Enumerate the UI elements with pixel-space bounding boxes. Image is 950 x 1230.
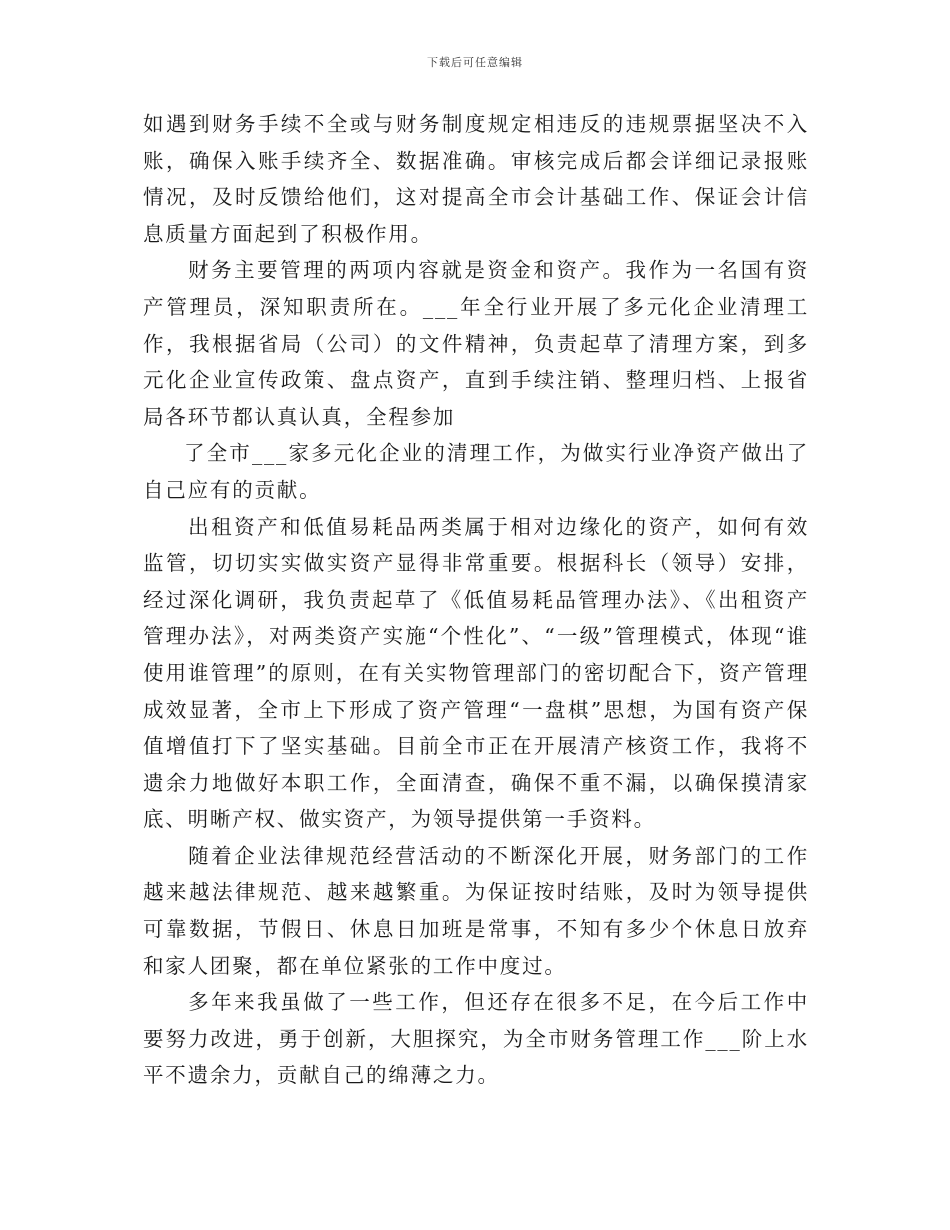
header-note: 下载后可任意编辑: [427, 56, 523, 69]
paragraph-1: 如遇到财务手续不全或与财务制度规定相违反的违规票据坚决不入账，确保入账手续齐全、数据准确。审核完成后都会详细记录报账情况，及时反馈给他们，这对提高全市会计基础工作、保证会计信息质量方面起到了积极作用。: [143, 112, 809, 246]
paragraph-6: 多年来我虽做了一些工作，但还存在很多不足，在今后工作中要努力改进，勇于创新，大胆探究，为全市财务管理工作___阶上水平不遗余力，贡献自己的绵薄之力。: [143, 990, 809, 1088]
paragraph-4: 出租资产和低值易耗品两类属于相对边缘化的资产，如何有效监管，切切实实做实资产显得非常重要。根据科长（领导）安排，经过深化调研，我负责起草了《低值易耗品管理办法》、《出租资产管理办法》，对两类资产实施“个性化”、“一级”管理模式，体现“谁使用谁管理”的原则，在有关实物管理部门的密切配合下，资产管理成效显著，全市上下形成了资产管理“一盘棋”思想，为国有资产保值增值打下了坚实基础。目前全市正在开展清产核资工作，我将不遗余力地做好本职工作，全面清查，确保不重不漏，以确保摸清家底、明晰产权、做实资产，为领导提供第一手资料。: [143, 514, 809, 832]
paragraph-5: 随着企业法律规范经营活动的不断深化开展，财务部门的工作越来越法律规范、越来越繁重。为保证按时结账，及时为领导提供可靠数据，节假日、休息日加班是常事，不知有多少个休息日放弃和家人团聚，都在单位紧张的工作中度过。: [143, 843, 809, 978]
paragraph-3: 了全市___家多元化企业的清理工作，为做实行业净资产做出了自己应有的贡献。: [143, 441, 809, 502]
paragraph-2: 财务主要管理的两项内容就是资金和资产。我作为一名国有资产管理员，深知职责所在。___年全行业开展了多元化企业清理工作，我根据省局（公司）的文件精神，负责起草了清理方案，到多元化企业宣传政策、盘点资产，直到手续注销、整理归档、上报省局各环节都认真认真，全程参加: [143, 258, 809, 429]
document-body: [143, 106, 809, 1094]
